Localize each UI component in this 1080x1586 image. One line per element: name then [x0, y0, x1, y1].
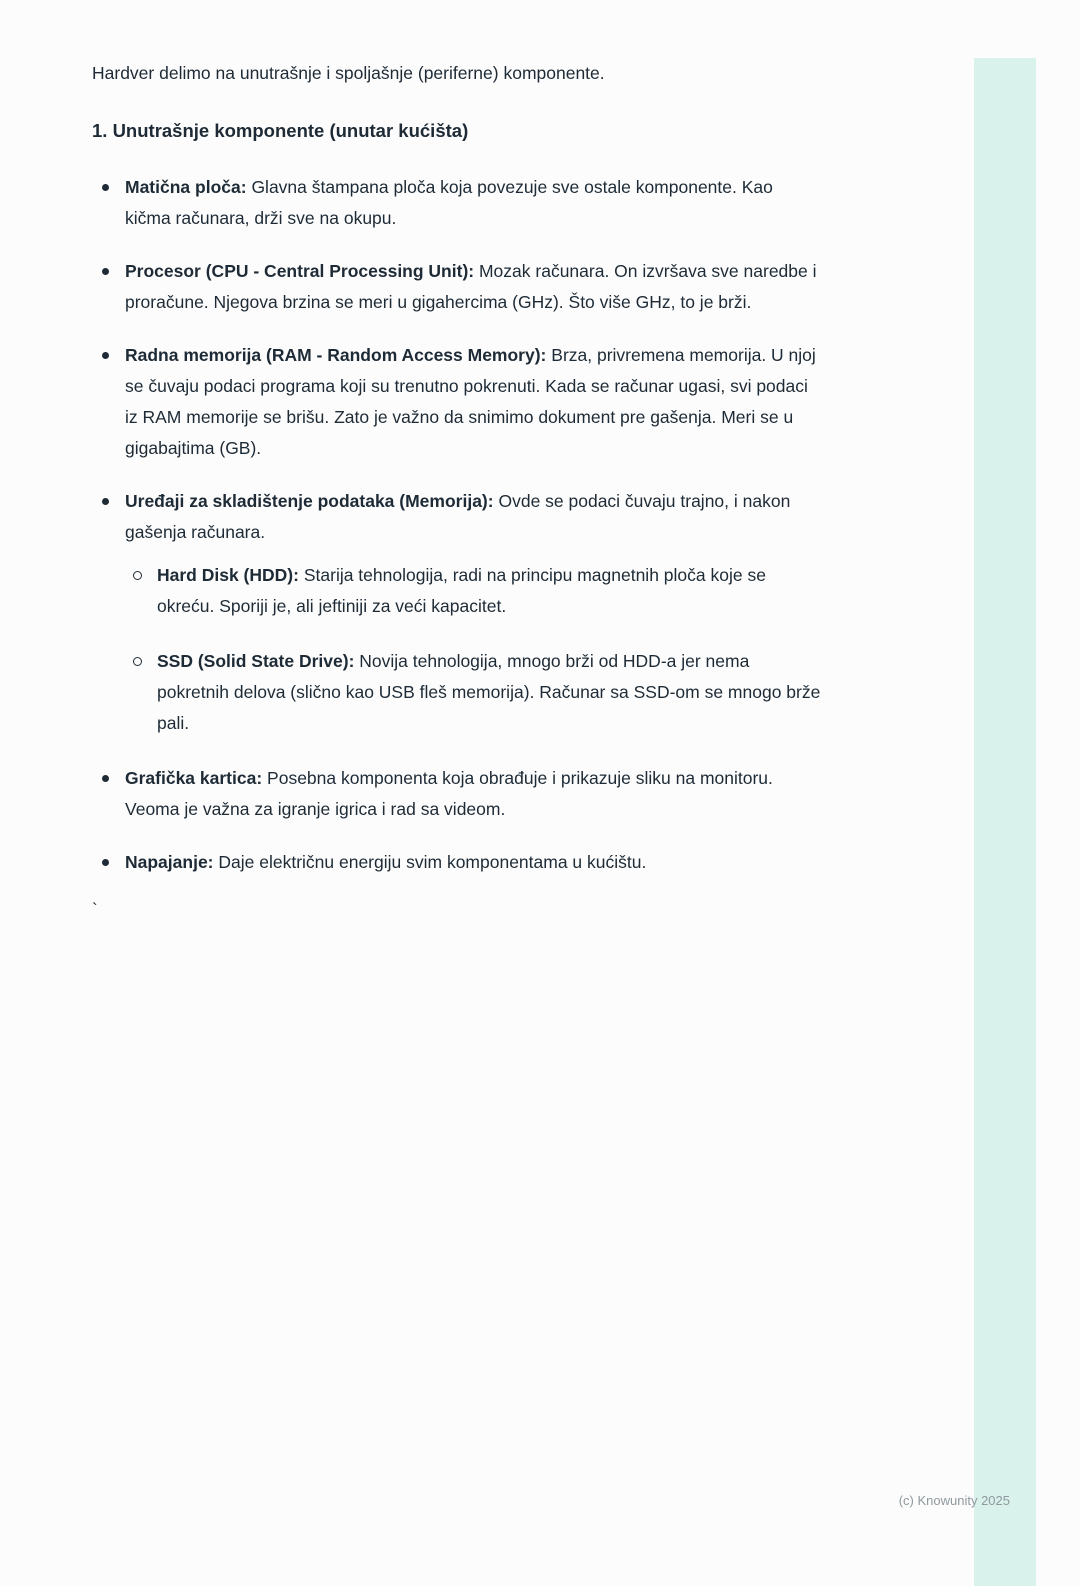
item-term: Napajanje: [125, 852, 214, 872]
list-item-text [125, 763, 823, 825]
item-desc: Glavna štampana ploča koja povezuje sve ostale komponente. Kao kičma računara, drži sve na okupu. [125, 177, 773, 228]
bullet-icon [102, 184, 109, 191]
item-desc: Ovde se podaci čuvaju trajno, i nakon gašenja računara. [125, 491, 791, 542]
bullet-icon [102, 775, 109, 782]
item-term: Uređaji za skladištenje podataka (Memorija): [125, 491, 494, 511]
list-item-text [125, 256, 823, 318]
document-page [0, 58, 1080, 920]
bullet-icon [102, 859, 109, 866]
list-item-text [125, 340, 823, 464]
item-desc: Posebna komponenta koja obrađuje i prikazuje sliku na monitoru. Veoma je važna za igranje igrica i rad sa videom. [125, 768, 773, 819]
list-item-psu [92, 847, 1080, 878]
list-item-text [157, 646, 825, 739]
sublist-item-ssd [125, 646, 1080, 739]
storage-sublist [125, 560, 1080, 739]
item-term: Radna memorija (RAM - Random Access Memory): [125, 345, 547, 365]
bullet-icon [102, 498, 109, 505]
sublist-item-hdd [125, 560, 1080, 622]
hollow-bullet-icon [133, 571, 142, 580]
item-term: Procesor (CPU - Central Processing Unit): [125, 261, 475, 281]
stray-backtick: ` [92, 900, 98, 919]
list-item-text [125, 847, 823, 878]
item-desc: Starija tehnologija, radi na principu magnetnih ploča koje se okreću. Sporiji je, ali jeftiniji za veći kapacitet. [157, 565, 766, 616]
bullet-icon [102, 268, 109, 275]
item-term: Matična ploča: [125, 177, 247, 197]
list-item-cpu [92, 256, 1080, 318]
bullet-icon [102, 352, 109, 359]
list-item-gpu [92, 763, 1080, 825]
list-item-motherboard [92, 172, 1080, 234]
item-desc: Mozak računara. On izvršava sve naredbe i proračune. Njegova brzina se meri u gigahercima (GHz). Što više GHz, to je brži. [125, 261, 817, 312]
watermark-text: (c) Knowunity 2025 [898, 1493, 1010, 1508]
item-term: SSD (Solid State Drive): [157, 651, 355, 671]
item-desc: Brza, privremena memorija. U njoj se čuvaju podaci programa koji su trenutno pokrenuti. Kada se računar ugasi, svi podaci iz RAM memorije se brišu. Zato je važno da snimimo dokument pre gašenja. Meri se u gigabajtima (GB). [125, 345, 816, 458]
intro-paragraph: Hardver delimo na unutrašnje i spoljašnje (periferne) komponente. [92, 63, 605, 83]
list-item-text [157, 560, 825, 622]
list-item-text [125, 172, 823, 234]
item-term: Hard Disk (HDD): [157, 565, 299, 585]
item-desc: Daje električnu energiju svim komponentama u kućištu. [218, 852, 647, 872]
hollow-bullet-icon [133, 657, 142, 666]
section-heading: 1. Unutrašnje komponente (unutar kućišta) [92, 120, 469, 141]
list-item-text [125, 486, 823, 548]
list-item-ram [92, 340, 1080, 464]
list-item-storage [92, 486, 1080, 739]
item-desc: Novija tehnologija, mnogo brži od HDD-a jer nema pokretnih delova (slično kao USB fleš memorija). Računar sa SSD-om se mnogo brže pali. [157, 651, 821, 733]
item-term: Grafička kartica: [125, 768, 263, 788]
component-list [92, 172, 1080, 878]
